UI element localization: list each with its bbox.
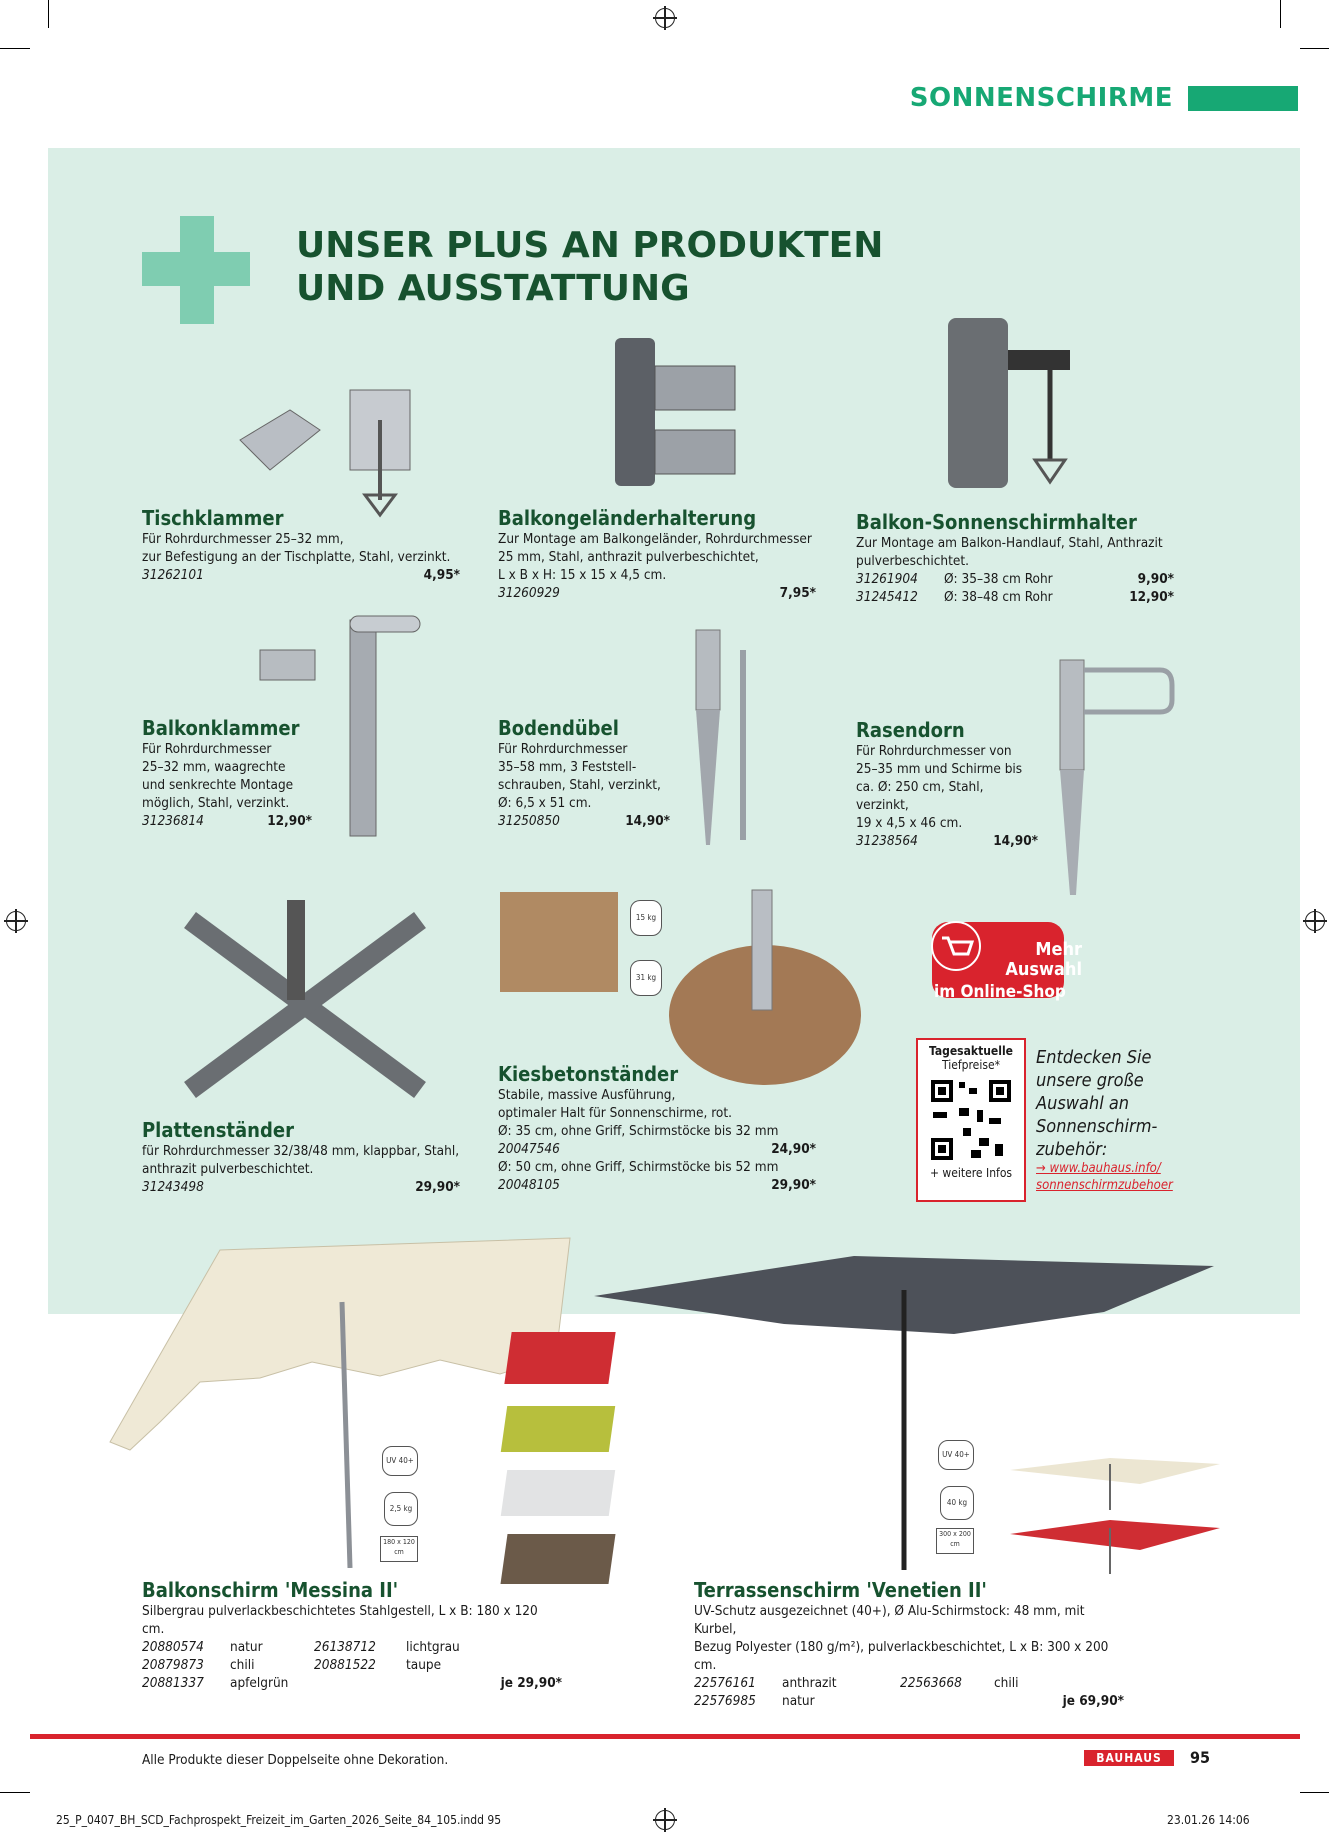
product-desc: Stabile, massive Ausführung, bbox=[498, 1087, 676, 1103]
section-bar bbox=[1188, 86, 1298, 111]
variant-color: taupe bbox=[406, 1657, 442, 1673]
variant-row bbox=[694, 1692, 1124, 1710]
product-desc: 25–32 mm, waagrechte bbox=[142, 759, 286, 775]
product-title: Plattenständer bbox=[142, 1118, 294, 1142]
qr-title: Tagesaktuelle bbox=[929, 1044, 1013, 1058]
variant-size: Ø: 38–48 cm Rohr bbox=[944, 589, 1053, 605]
price: 12,90* bbox=[267, 813, 312, 829]
uv-protection-icon: UV 40+ bbox=[382, 1446, 418, 1476]
price: 12,90* bbox=[1129, 589, 1174, 605]
article-number: 31236814 bbox=[142, 813, 204, 829]
product-venetien bbox=[694, 1578, 1124, 1710]
product-desc: Für Rohrdurchmesser 25–32 mm, bbox=[142, 531, 344, 547]
product-desc: möglich, Stahl, verzinkt. bbox=[142, 795, 290, 811]
product-title: Tischklammer bbox=[142, 506, 284, 530]
product-desc: zur Befestigung an der Tischplatte, Stahl, verzinkt. bbox=[142, 549, 451, 565]
variant-color: natur bbox=[782, 1693, 815, 1709]
registration-mark-icon bbox=[1305, 911, 1325, 931]
product-desc: Zur Montage am Balkongeländer, Rohrdurchmesser bbox=[498, 531, 812, 547]
weight-icon: 40 kg bbox=[940, 1486, 974, 1520]
product-desc: ca. Ø: 250 cm, Stahl, verzinkt, bbox=[856, 779, 984, 813]
qr-box[interactable] bbox=[916, 1038, 1026, 1202]
product-desc: Für Rohrdurchmesser bbox=[498, 741, 628, 757]
variant-row bbox=[142, 1674, 562, 1692]
variant-color: apfelgrün bbox=[230, 1675, 289, 1691]
promo-line: Auswahl an bbox=[1036, 1093, 1130, 1114]
product-desc: 25–35 mm und Schirme bis bbox=[856, 761, 1023, 777]
uv-protection-icon: UV 40+ bbox=[938, 1440, 974, 1470]
product-desc: für Rohrdurchmesser 32/38/48 mm, klappbar, Stahl, bbox=[142, 1143, 460, 1159]
registration-mark-icon bbox=[655, 8, 675, 28]
price: je 69,90* bbox=[1062, 1693, 1124, 1709]
print-slug: 25_P_0407_BH_SCD_Fachprospekt_Freizeit_im_Garten_2026_Seite_84_105.indd 95 bbox=[56, 1813, 502, 1827]
crop-mark bbox=[1300, 1792, 1329, 1793]
product-desc: Ø: 6,5 x 51 cm. bbox=[498, 795, 592, 811]
product-desc: Bezug Polyester (180 g/m²), pulverlackbeschichtet, L x B: 300 x 200 cm. bbox=[694, 1639, 1109, 1673]
online-shop-badge-text bbox=[990, 940, 1082, 980]
article-number: 22576985 bbox=[694, 1693, 756, 1709]
crop-mark bbox=[0, 1792, 30, 1793]
price: 7,95* bbox=[779, 585, 816, 601]
product-tischklammer bbox=[142, 506, 460, 584]
product-bodenduebel bbox=[498, 716, 670, 830]
qr-code-icon bbox=[929, 1078, 1013, 1162]
section-title: SONNENSCHIRME bbox=[909, 83, 1173, 113]
registration-mark-icon bbox=[655, 1810, 675, 1830]
article-number: 20881337 bbox=[142, 1675, 204, 1691]
promo-line: Sonnenschirm- bbox=[1036, 1116, 1158, 1137]
plate-stand-image bbox=[150, 890, 460, 1120]
variant-desc: Ø: 35 cm, ohne Griff, Schirmstöcke bis 32 mm bbox=[498, 1123, 779, 1139]
ground-anchor-image bbox=[670, 620, 770, 860]
registration-mark-icon bbox=[6, 911, 26, 931]
article-number: 20047546 bbox=[498, 1141, 560, 1157]
variant-size: Ø: 35–38 cm Rohr bbox=[944, 571, 1053, 587]
print-date: 23.01.26 14:06 bbox=[1167, 1813, 1250, 1827]
article-number: 20879873 bbox=[142, 1657, 204, 1673]
product-kiesbeton bbox=[498, 1062, 816, 1194]
product-desc: L x B x H: 15 x 15 x 4,5 cm. bbox=[498, 567, 667, 583]
crop-mark bbox=[1280, 0, 1281, 28]
price: 14,90* bbox=[993, 833, 1038, 849]
promo-link[interactable] bbox=[1036, 1160, 1173, 1194]
gravel-base-detail-image bbox=[500, 892, 618, 992]
variant-color: chili bbox=[230, 1657, 255, 1673]
qr-subtitle: Tiefpreise* bbox=[941, 1058, 1000, 1072]
headline-line-2: UND AUSSTATTUNG bbox=[296, 268, 690, 309]
price: 29,90* bbox=[415, 1179, 460, 1195]
product-messina bbox=[142, 1578, 562, 1692]
product-title: Balkonschirm 'Messina II' bbox=[142, 1578, 399, 1602]
messina-umbrella-image bbox=[80, 1232, 580, 1568]
weight-icon: 15 kg bbox=[630, 900, 662, 936]
variant-row bbox=[856, 588, 1174, 606]
product-desc: UV-Schutz ausgezeichnet (40+), Ø Alu-Schirmstock: 48 mm, mit Kurbel, bbox=[694, 1603, 1085, 1637]
article-number: 20880574 bbox=[142, 1639, 204, 1655]
article-number: 22563668 bbox=[900, 1675, 962, 1691]
variant-row bbox=[142, 1638, 562, 1656]
product-balkonklammer bbox=[142, 716, 312, 830]
promo-link-line-1[interactable]: → www.bauhaus.info/ bbox=[1036, 1161, 1161, 1176]
badge-line-2: Auswahl bbox=[1005, 959, 1082, 980]
product-title: Balkon-Sonnenschirmhalter bbox=[856, 510, 1137, 534]
product-title: Balkongeländerhalterung bbox=[498, 506, 757, 530]
weight-icon: 2,5 kg bbox=[384, 1492, 418, 1526]
table-clamp-image bbox=[230, 380, 450, 520]
price: 29,90* bbox=[771, 1177, 816, 1193]
promo-line: zubehör: bbox=[1036, 1139, 1108, 1160]
promo-line: unsere große bbox=[1036, 1070, 1144, 1091]
promo-link-line-2[interactable]: sonnenschirmzubehoer bbox=[1036, 1178, 1173, 1193]
product-desc: 19 x 4,5 x 46 cm. bbox=[856, 815, 963, 831]
product-plattenstaender bbox=[142, 1118, 460, 1196]
product-desc: schrauben, Stahl, verzinkt, bbox=[498, 777, 661, 793]
article-number: 26138712 bbox=[314, 1639, 376, 1655]
gravel-concrete-stand-image bbox=[660, 880, 870, 1090]
product-rasendorn bbox=[856, 718, 1038, 850]
venetien-natur-variant-image bbox=[1010, 1450, 1220, 1510]
price: 4,95* bbox=[423, 567, 460, 583]
headline-line-1: UNSER PLUS AN PRODUKTEN bbox=[296, 225, 884, 266]
weight-icon: 31 kg bbox=[630, 960, 662, 996]
venetien-chili-variant-image bbox=[1010, 1514, 1220, 1574]
article-number: 31261904 bbox=[856, 571, 918, 587]
variant-color: natur bbox=[230, 1639, 263, 1655]
badge-line-3: im Online-Shop bbox=[934, 982, 1066, 1002]
footer-rule bbox=[30, 1734, 1300, 1739]
variant-desc: Ø: 50 cm, ohne Griff, Schirmstöcke bis 52 mm bbox=[498, 1159, 779, 1175]
product-desc: Für Rohrdurchmesser von bbox=[856, 743, 1012, 759]
balcony-rail-holder-image bbox=[600, 330, 740, 490]
variant-color: lichtgrau bbox=[406, 1639, 460, 1655]
plus-icon-vertical bbox=[180, 216, 214, 324]
promo-line: Entdecken Sie bbox=[1036, 1047, 1152, 1068]
bauhaus-logo: BAUHAUS bbox=[1084, 1750, 1174, 1766]
product-desc: Silbergrau pulverlackbeschichtetes Stahlgestell, L x B: 180 x 120 cm. bbox=[142, 1603, 538, 1637]
article-number: 31245412 bbox=[856, 589, 918, 605]
price: 24,90* bbox=[771, 1141, 816, 1157]
article-number: 31243498 bbox=[142, 1179, 204, 1195]
product-balkongelaender bbox=[498, 506, 816, 602]
product-desc: 35–58 mm, 3 Feststell- bbox=[498, 759, 637, 775]
variant-row bbox=[142, 1656, 562, 1674]
product-balkonhalter bbox=[856, 510, 1174, 606]
product-title: Kiesbetonständer bbox=[498, 1062, 679, 1086]
product-desc: Für Rohrdurchmesser bbox=[142, 741, 272, 757]
product-desc: 25 mm, Stahl, anthrazit pulverbeschichtet, bbox=[498, 549, 759, 565]
article-number: 20048105 bbox=[498, 1177, 560, 1193]
balcony-umbrella-holder-image bbox=[920, 310, 1090, 490]
page-number: 95 bbox=[1190, 1748, 1211, 1767]
product-desc: Zur Montage am Balkon-Handlauf, Stahl, Anthrazit bbox=[856, 535, 1163, 551]
product-title: Rasendorn bbox=[856, 718, 965, 742]
price: 9,90* bbox=[1137, 571, 1174, 587]
product-title: Terrassenschirm 'Venetien II' bbox=[694, 1578, 987, 1602]
variant-row bbox=[694, 1674, 1124, 1692]
variant-color: chili bbox=[994, 1675, 1019, 1691]
footer-note: Alle Produkte dieser Doppelseite ohne Dekoration. bbox=[142, 1752, 449, 1768]
variant-row bbox=[856, 570, 1174, 588]
crop-mark bbox=[1300, 48, 1329, 49]
product-desc: anthrazit pulverbeschichtet. bbox=[142, 1161, 314, 1177]
article-number: 31250850 bbox=[498, 813, 560, 829]
size-icon: 300 x 200 cm bbox=[936, 1528, 974, 1554]
badge-line-1: Mehr bbox=[1035, 939, 1082, 960]
article-number: 20881522 bbox=[314, 1657, 376, 1673]
crop-mark bbox=[0, 48, 30, 49]
product-title: Bodendübel bbox=[498, 716, 619, 740]
promo-text bbox=[1036, 1046, 1157, 1161]
lawn-spike-image bbox=[1040, 640, 1180, 900]
product-desc: und senkrechte Montage bbox=[142, 777, 294, 793]
product-desc: optimaler Halt für Sonnenschirme, rot. bbox=[498, 1105, 732, 1121]
price: 14,90* bbox=[625, 813, 670, 829]
size-icon: 180 x 120 cm bbox=[380, 1536, 418, 1562]
crop-mark bbox=[48, 0, 49, 28]
product-title: Balkonklammer bbox=[142, 716, 300, 740]
article-number: 31262101 bbox=[142, 567, 204, 583]
article-number: 31260929 bbox=[498, 585, 560, 601]
article-number: 31238564 bbox=[856, 833, 918, 849]
product-desc: pulverbeschichtet. bbox=[856, 553, 969, 569]
price: je 29,90* bbox=[500, 1675, 562, 1691]
article-number: 22576161 bbox=[694, 1675, 756, 1691]
headline bbox=[296, 224, 883, 310]
variant-color: anthrazit bbox=[782, 1675, 837, 1691]
qr-more-info: + weitere Infos bbox=[929, 1166, 1013, 1180]
